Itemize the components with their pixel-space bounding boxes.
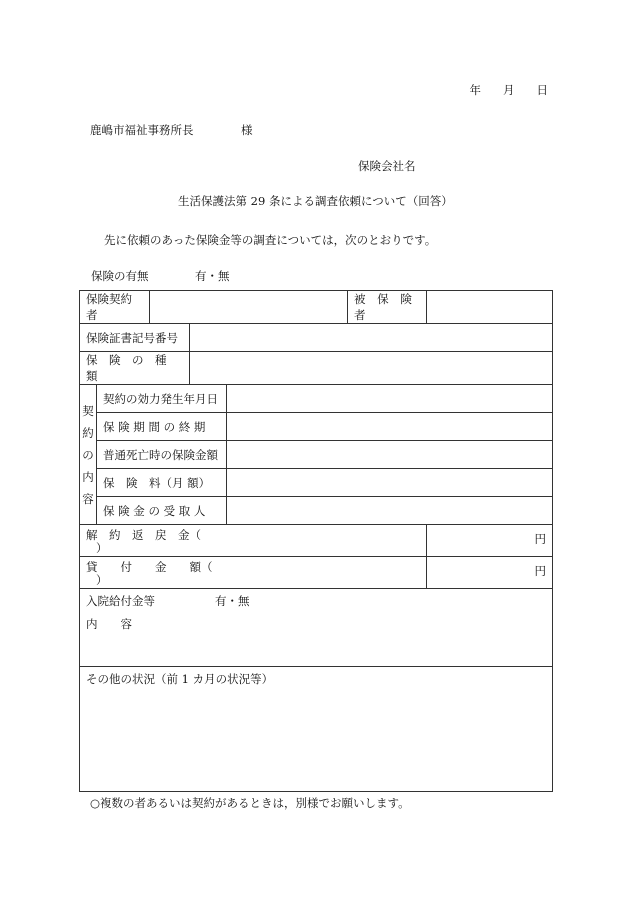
footnote: ○複数の者あるいは契約があるときは，別様でお願いします。: [90, 796, 410, 810]
other-cell[interactable]: [80, 667, 553, 792]
loan-paren: ）: [96, 573, 108, 587]
row-insurance-type: [80, 352, 553, 385]
contract-effective-date-label: 契約の効力発生年月日: [97, 385, 227, 413]
premium-field[interactable]: [227, 469, 553, 497]
loan-label: 貸 付 金 額（: [86, 560, 213, 574]
hospital-label: 入院給付金等: [86, 594, 155, 608]
hospital-content-label: 内 容: [86, 617, 132, 631]
date-day: 日: [536, 83, 548, 97]
insurance-presence-value: 有・無: [195, 269, 230, 283]
hospital-cell[interactable]: [80, 589, 553, 667]
death-benefit-label: 普通死亡時の保険金額: [97, 441, 227, 469]
surrender-label: 解 約 返 戻 金（: [86, 528, 201, 542]
row-policyholder: [80, 291, 553, 324]
loan-unit: 円: [534, 564, 547, 578]
insurance-form-table: [79, 290, 553, 792]
death-benefit-field[interactable]: [227, 441, 553, 469]
row-loan: [80, 557, 553, 589]
row-contract-3: [80, 441, 553, 469]
other-label: その他の状況（前 1 カ月の状況等）: [86, 672, 274, 686]
row-other: [80, 667, 553, 792]
date-line: [0, 82, 548, 98]
contract-term-end-field[interactable]: [227, 413, 553, 441]
policyholder-label: 保険契約者: [80, 291, 150, 324]
policy-number-label: 保険証書記号番号: [80, 324, 190, 352]
body-text: 先に依頼のあった保険金等の調査については，次のとおりです。: [104, 233, 437, 247]
insurance-presence-label: 保険の有無: [91, 269, 149, 283]
document-title: 生活保護法第 29 条による調査依頼について（回答）: [178, 194, 453, 208]
surrender-paren: ）: [96, 541, 108, 555]
addressee: 鹿嶋市福祉事務所長: [90, 123, 194, 137]
row-contract-1: [80, 385, 553, 413]
date-month: 月: [503, 83, 515, 97]
row-contract-4: [80, 469, 553, 497]
date-year: 年: [469, 83, 481, 97]
insurance-type-label: 保 険 の 種 類: [80, 352, 190, 385]
beneficiary-label: 保 険 金 の 受 取 人: [97, 497, 227, 525]
honorific: 様: [241, 123, 253, 137]
policy-number-field[interactable]: [190, 324, 553, 352]
contract-effective-date-field[interactable]: [227, 385, 553, 413]
row-hospital: [80, 589, 553, 667]
surrender-label-cell[interactable]: [80, 525, 427, 557]
row-contract-5: [80, 497, 553, 525]
insured-label: 被 保 険 者: [348, 291, 427, 324]
insurance-type-field[interactable]: [190, 352, 553, 385]
row-policy-number: [80, 324, 553, 352]
premium-label: 保 険 料（月 額）: [97, 469, 227, 497]
contract-term-end-label: 保 険 期 間 の 終 期: [97, 413, 227, 441]
row-surrender: [80, 525, 553, 557]
beneficiary-field[interactable]: [227, 497, 553, 525]
surrender-amount-field[interactable]: [427, 525, 553, 557]
loan-label-cell[interactable]: [80, 557, 427, 589]
loan-amount-field[interactable]: [427, 557, 553, 589]
policyholder-field[interactable]: [150, 291, 348, 324]
insured-field[interactable]: [427, 291, 553, 324]
hospital-value: 有・無: [215, 594, 250, 608]
row-contract-2: [80, 413, 553, 441]
surrender-unit: 円: [534, 532, 547, 546]
insurer-label: 保険会社名: [358, 159, 416, 173]
contract-section-label: 契 約 の 内 容: [80, 385, 97, 525]
